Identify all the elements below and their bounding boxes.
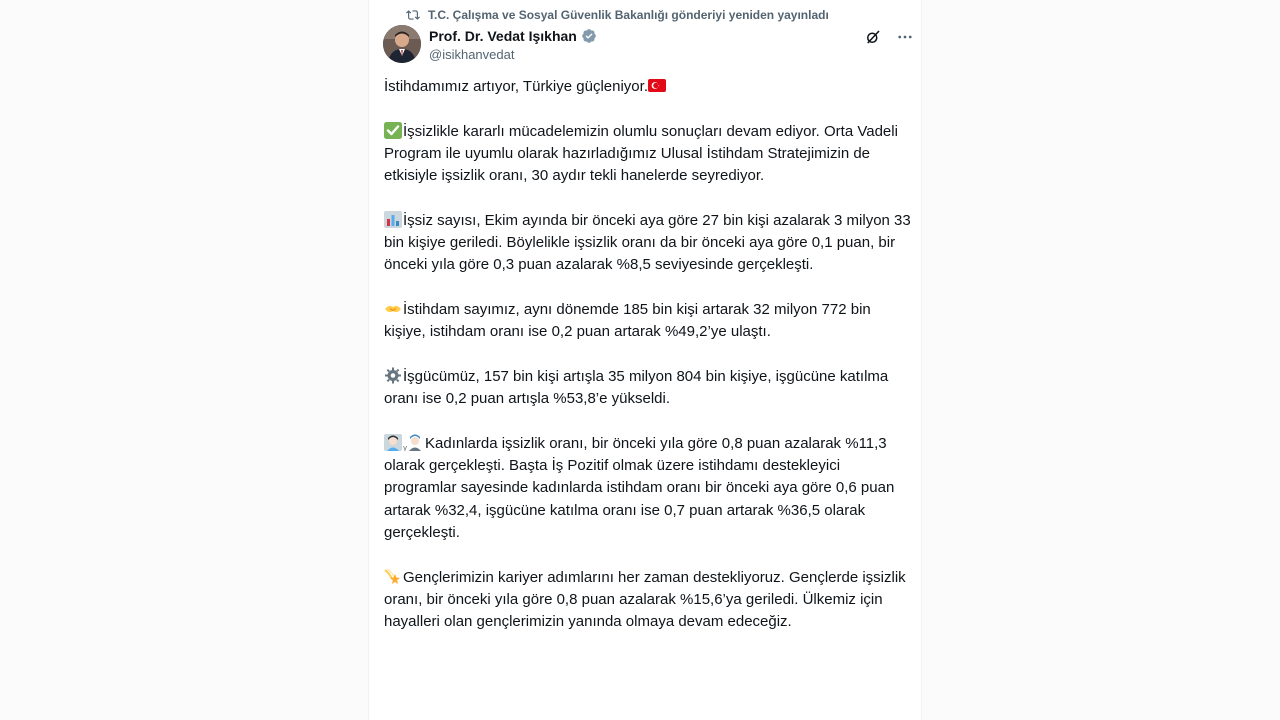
women-workers-icon — [384, 434, 424, 451]
shooting-star-icon — [384, 568, 402, 585]
paragraph-headline: İstihdamımız artıyor, Türkiye güçleniyor. — [384, 76, 914, 98]
display-name[interactable]: Prof. Dr. Vedat Işıkhan — [429, 28, 577, 44]
repost-text: T.C. Çalışma ve Sosyal Güvenlik Bakanlığı gönderiyi yeniden yayınladı — [428, 8, 829, 22]
tweet-text — [384, 76, 914, 656]
paragraph-youth: Gençlerimizin kariyer adımlarını her zaman destekliyoruz. Gençlerde işsizlik oranı, bir önceki yıla göre 0,8 puan azalarak %15,6’ya geriledi. Ülkemiz için hayalleri olan gençlerimizin yanında olmaya devam edeceğiz. — [384, 568, 906, 631]
paragraph-unemployment: İşsizlikle kararlı mücadelemizin olumlu sonuçları devam ediyor. Orta Vadeli Program ile uyumlu olarak hazırladığımız Ulusal İstihdam Stratejimizin de etkisiyle işsizlik oranı, 30 aydır tekli hanelerde seyrediyor. — [384, 122, 898, 185]
avatar[interactable] — [383, 25, 421, 63]
handle[interactable]: @isikhanvedat — [429, 47, 515, 62]
paragraph-women: y Kadınlarda işsizlik oranı, bir önceki yıla göre 0,8 puan azalarak %11,3 olarak gerçekleşti. Başta İş Pozitif olmak üzere istihdamı destekleyici programlar sayesinde kadınlarda istihdam oranı bir önceki aya göre 0,6 puan artarak %32,4, işgücüne katılma oranı ise 0,7 puan artarak %36,5 olarak gerçekleşti. — [384, 434, 895, 541]
check-mark-icon — [384, 122, 402, 139]
paragraph-employment: İstihdam sayımız, aynı dönemde 185 bin kişi artarak 32 milyon 772 bin kişiye, istihdam oranı ise 0,2 puan artarak %49,2’ye ulaştı. — [384, 300, 871, 341]
grok-icon — [864, 28, 882, 46]
verified-badge-icon[interactable] — [581, 28, 597, 44]
repost-indicator[interactable] — [406, 6, 829, 24]
more-icon — [896, 28, 914, 46]
bar-chart-icon — [384, 211, 402, 228]
author-block — [429, 26, 597, 64]
repost-icon — [406, 8, 420, 22]
turkey-flag-icon — [648, 77, 666, 94]
right-background — [920, 0, 1280, 720]
tweet-actions — [862, 26, 916, 48]
paragraph-unemployed-count: İşsiz sayısı, Ekim ayında bir önceki aya göre 27 bin kişi azalarak 3 milyon 33 bin kişiye geriledi. Böylelikle işsizlik oranı da bir önceki aya göre 0,1 puan, bir önceki yıla göre 0,3 puan azalarak %8,5 seviyesinde gerçekleşti. — [384, 211, 911, 274]
svg-text:y: y — [403, 443, 408, 451]
handshake-icon — [384, 300, 402, 317]
grok-button[interactable] — [862, 26, 884, 48]
left-background — [0, 0, 368, 720]
paragraph-labor-force: İşgücümüz, 157 bin kişi artışla 35 milyon 804 bin kişiye, işgücüne katılma oranı ise 0,2 puan artışla %53,8’e yükseldi. — [384, 367, 889, 408]
gear-icon — [384, 367, 402, 384]
more-button[interactable] — [894, 26, 916, 48]
